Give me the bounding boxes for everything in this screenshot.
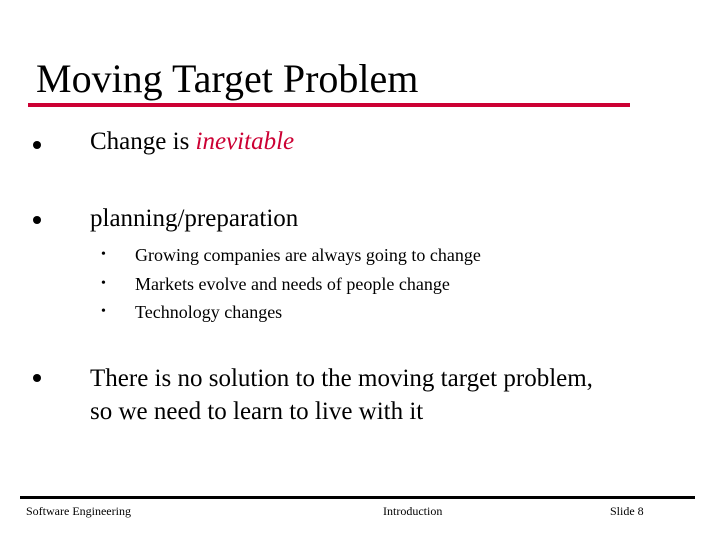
footer-course-name: Software Engineering xyxy=(26,504,131,518)
bullet-dot xyxy=(33,216,41,224)
sub-bullet-technology-changes: Technology changes xyxy=(135,302,283,322)
sub-bullet-marker: • xyxy=(101,276,106,291)
bullet-dot xyxy=(33,374,41,382)
footer-divider xyxy=(20,496,695,499)
bullet-text: Change is xyxy=(90,128,196,155)
emphasis-inevitable: inevitable xyxy=(195,128,295,155)
bullet-change-inevitable xyxy=(90,126,294,157)
bullet-planning-preparation: planning/preparation xyxy=(90,205,299,232)
sub-bullet-marker: • xyxy=(101,304,106,319)
bullet-dot xyxy=(33,141,41,149)
sub-bullet-growing-companies: Growing companies are always going to change xyxy=(135,245,481,265)
bullet-no-solution-line1: There is no solution to the moving target problem, xyxy=(90,365,593,392)
title-underline xyxy=(28,103,630,107)
footer-slide-number: Slide 8 xyxy=(610,504,644,518)
sub-bullet-marker: • xyxy=(101,247,106,262)
sub-bullet-markers-evolve: Markets evolve and needs of people change xyxy=(135,274,450,294)
bullet-no-solution-line2: so we need to learn to live with it xyxy=(90,398,424,425)
footer-section-name: Introduction xyxy=(383,504,443,518)
slide-title: Moving Target Problem xyxy=(36,56,419,101)
